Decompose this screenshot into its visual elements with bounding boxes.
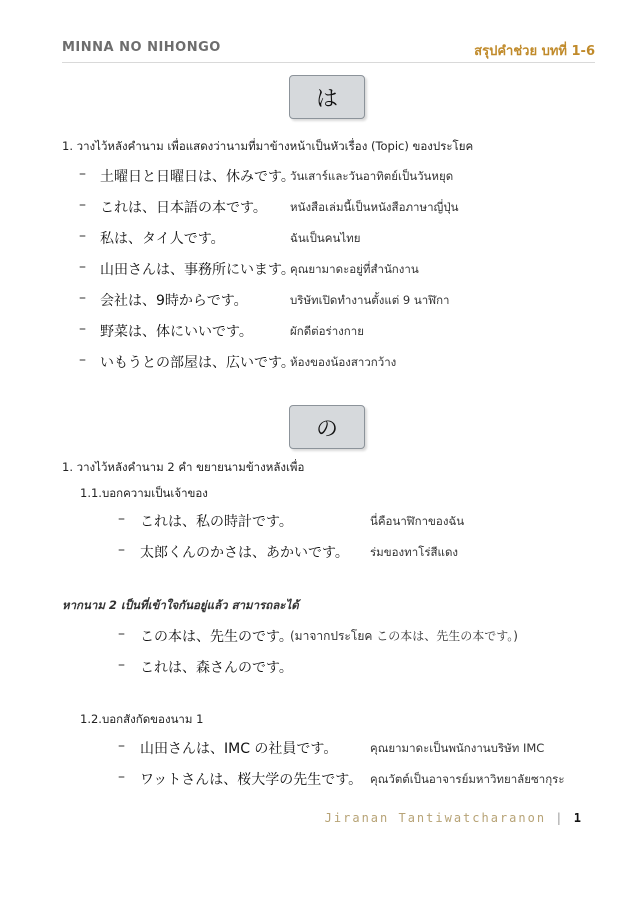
th-translation: บริษัทเปิดทำงานตั้งแต่ 9 นาฬิกา — [290, 293, 450, 307]
bullet-dash: – — [118, 657, 125, 673]
bullet-dash: – — [79, 166, 86, 182]
bullet-dash: – — [79, 290, 86, 306]
wa-example — [0, 228, 638, 248]
footer-author: Jiranan Tantiwatcharanon — [324, 811, 547, 825]
particle-no-box: の — [289, 405, 365, 449]
wa-example — [0, 352, 638, 372]
jp-sentence: 会社は、9時からです。 — [100, 293, 248, 309]
th-translation: (มาจากประโยค この本は、先生の本です。) — [290, 629, 518, 643]
bullet-dash: – — [118, 542, 125, 558]
no-possession-example — [0, 511, 638, 531]
omission-example — [0, 657, 638, 677]
no-possession-example — [0, 542, 638, 562]
jp-sentence: 野菜は、体にいいです。 — [100, 324, 253, 340]
th-translation: คุณยามาดะอยู่ที่สำนักงาน — [290, 262, 419, 276]
wa-example — [0, 197, 638, 217]
bullet-dash: – — [79, 228, 86, 244]
th-translation: คุณวัตต์เป็นอาจารย์มหาวิทยาลัยซากุระ — [370, 772, 565, 786]
th-translation: วันเสาร์และวันอาทิตย์เป็นวันหยุด — [290, 169, 454, 183]
jp-sentence: 山田さんは、IMC の社員です。 — [140, 741, 338, 757]
jp-sentence: これは、日本語の本です。 — [100, 200, 267, 216]
no-sub1-heading: 1.1.บอกความเป็นเจ้าของ — [80, 486, 208, 500]
bullet-dash: – — [118, 511, 125, 527]
header-title: MINNA NO NIHONGO — [62, 40, 221, 55]
page-number: 1 — [573, 811, 581, 825]
wa-example — [0, 290, 638, 310]
th-translation: ร่มของทาโร่สีแดง — [370, 545, 459, 559]
jp-sentence: 土曜日と日曜日は、休みです。 — [100, 169, 295, 185]
bullet-dash: – — [118, 769, 125, 785]
th-translation: คุณยามาดะเป็นพนักงานบริษัท IMC — [370, 741, 545, 755]
omission-example — [0, 626, 638, 646]
no-affiliation-example — [0, 769, 638, 789]
jp-sentence: この本は、先生のです。 — [140, 629, 293, 645]
omission-note: หากนาม 2 เป็นที่เข้าใจกันอยู่แล้ว สามารถละได้ — [62, 598, 299, 612]
header-divider — [62, 62, 595, 63]
jp-sentence: これは、森さんのです。 — [140, 660, 293, 676]
no-point-1: 1. วางไว้หลังคำนาม 2 คำ ขยายนามข้างหลังเพื่อ — [62, 460, 305, 474]
jp-sentence: 山田さんは、事務所にいます。 — [100, 262, 295, 278]
jp-sentence: 私は、タイ人です。 — [100, 231, 225, 247]
wa-example — [0, 321, 638, 341]
bullet-dash: – — [118, 626, 125, 642]
th-translation: ห้องของน้องสาวกว้าง — [290, 355, 397, 369]
wa-example — [0, 166, 638, 186]
bullet-dash: – — [79, 197, 86, 213]
jp-sentence: ワットさんは、桜大学の先生です。 — [140, 772, 363, 788]
page-footer — [325, 811, 581, 825]
bullet-dash: – — [79, 321, 86, 337]
particle-wa-box: は — [289, 75, 365, 119]
th-translation: ฉันเป็นคนไทย — [290, 231, 361, 245]
bullet-dash: – — [118, 738, 125, 754]
wa-point-1: 1. วางไว้หลังคำนาม เพื่อแสดงว่านามที่มาข้างหน้าเป็นหัวเรื่อง (Topic) ของประโยค — [62, 139, 474, 153]
jp-sentence: 太郎くんのかさは、あかいです。 — [140, 545, 349, 561]
jp-sentence: これは、私の時計です。 — [140, 514, 293, 530]
th-translation: ผักดีต่อร่างกาย — [290, 324, 364, 338]
wa-example — [0, 259, 638, 279]
footer-separator: | — [555, 811, 565, 825]
no-sub2-heading: 1.2.บอกสังกัดของนาม 1 — [80, 712, 204, 726]
th-translation: นี่คือนาฬิกาของฉัน — [370, 514, 465, 528]
th-translation: หนังสือเล่มนี้เป็นหนังสือภาษาญี่ปุ่น — [290, 200, 459, 214]
header-chapter: สรุปคำช่วย บทที่ 1-6 — [474, 44, 595, 59]
jp-sentence: いもうとの部屋は、広いです。 — [100, 355, 295, 371]
bullet-dash: – — [79, 352, 86, 368]
no-affiliation-example — [0, 738, 638, 758]
bullet-dash: – — [79, 259, 86, 275]
